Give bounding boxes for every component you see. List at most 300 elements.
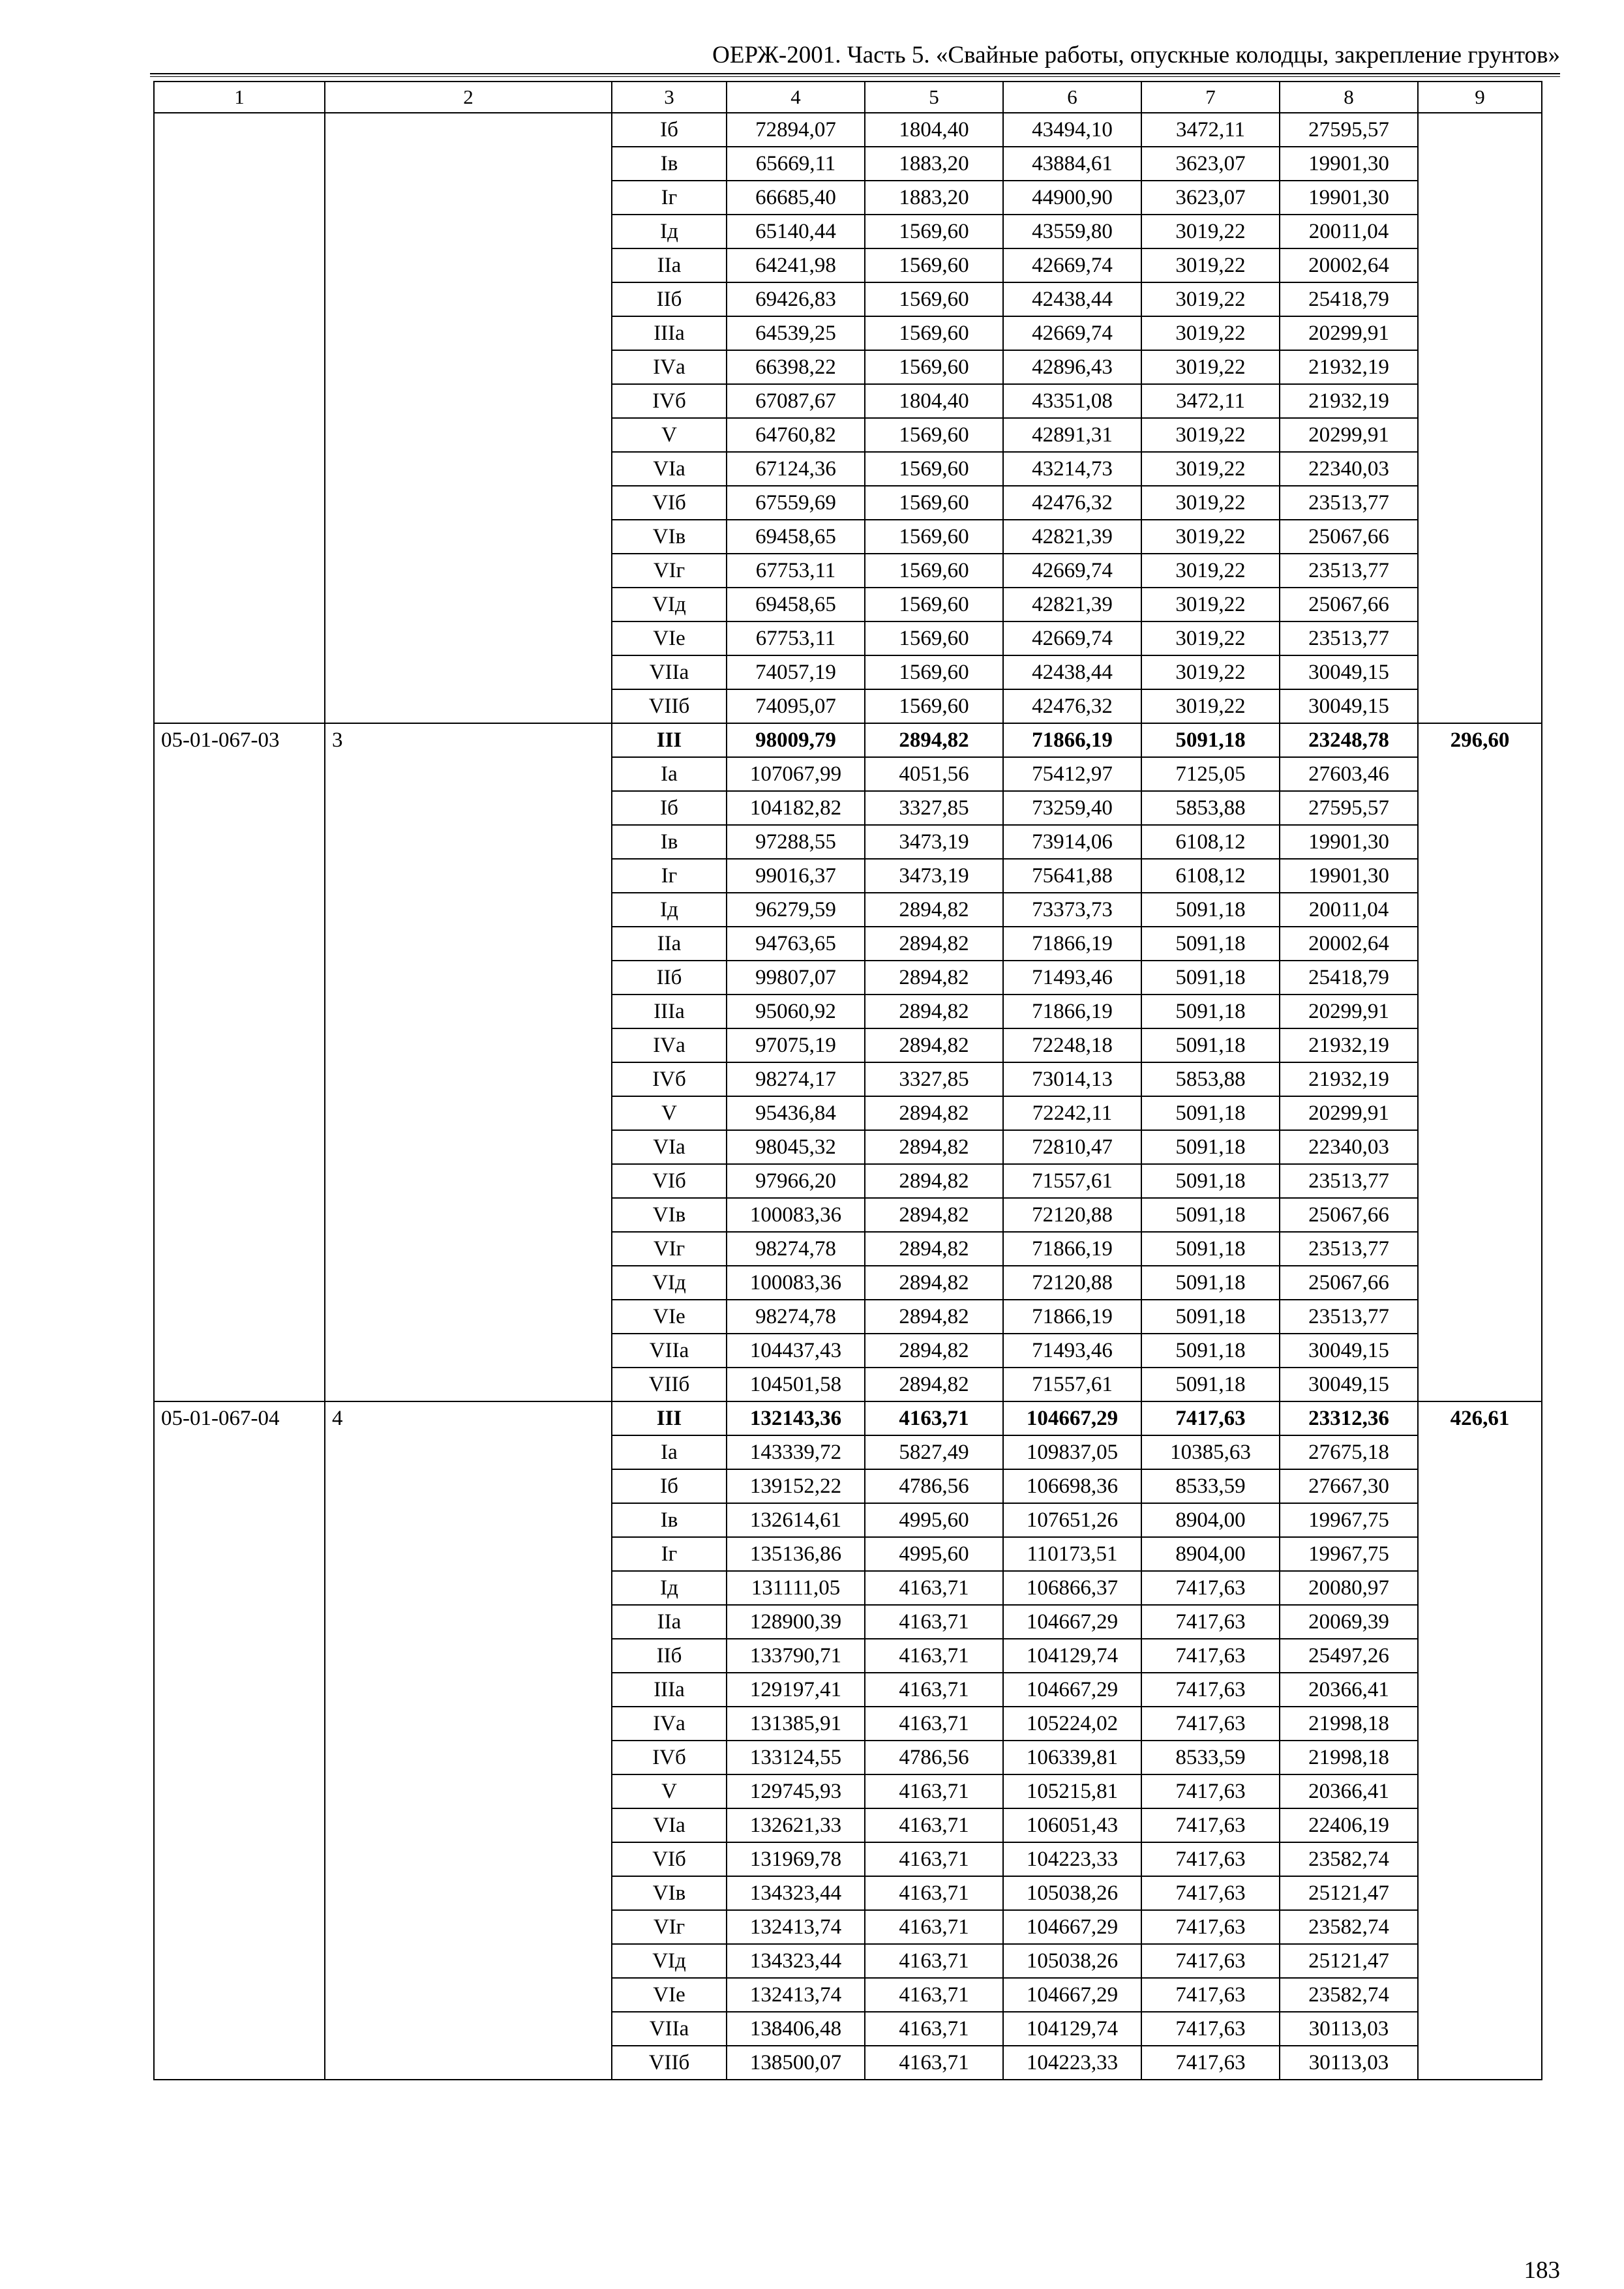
cell-zone: IVб	[612, 1741, 727, 1774]
cell-zone: IIIа	[612, 995, 727, 1028]
cell-total: 129197,41	[727, 1673, 865, 1707]
cell-machines: 105038,26	[1003, 1876, 1141, 1910]
cell-materials: 20299,91	[1280, 1096, 1418, 1130]
cell-zone: VIа	[612, 1130, 727, 1164]
cell-driver-wages: 3623,07	[1141, 147, 1280, 181]
cell-zone: VIг	[612, 1910, 727, 1944]
cell-materials: 23248,78	[1280, 723, 1418, 757]
cell-materials: 22406,19	[1280, 1808, 1418, 1842]
cell-driver-wages: 5091,18	[1141, 1334, 1280, 1368]
cell-driver-wages: 5853,88	[1141, 1062, 1280, 1096]
cell-total: 139152,22	[727, 1469, 865, 1503]
cell-index: 426,61	[1418, 1401, 1542, 2080]
cell-machines: 71493,46	[1003, 1334, 1141, 1368]
cell-wages: 2894,82	[865, 1232, 1003, 1266]
cell-total: 67753,11	[727, 621, 865, 655]
cell-total: 95060,92	[727, 995, 865, 1028]
cell-materials: 21998,18	[1280, 1707, 1418, 1741]
cell-wages: 1569,60	[865, 621, 1003, 655]
cell-machines: 109837,05	[1003, 1435, 1141, 1469]
cell-materials: 25418,79	[1280, 961, 1418, 995]
cell-driver-wages: 5091,18	[1141, 1096, 1280, 1130]
cell-driver-wages: 3019,22	[1141, 621, 1280, 655]
table-row	[154, 1401, 1542, 1435]
cell-wages: 4163,71	[865, 1944, 1003, 1978]
cell-zone: Iб	[612, 1469, 727, 1503]
cell-materials: 20011,04	[1280, 215, 1418, 248]
cell-machines: 42891,31	[1003, 418, 1141, 452]
cell-zone: Iг	[612, 859, 727, 893]
cell-machines: 42438,44	[1003, 655, 1141, 689]
cell-wages: 1569,60	[865, 655, 1003, 689]
cell-machines: 71866,19	[1003, 1300, 1141, 1334]
cell-driver-wages: 10385,63	[1141, 1435, 1280, 1469]
cell-wages: 1569,60	[865, 418, 1003, 452]
cell-wages: 3327,85	[865, 791, 1003, 825]
cell-machines: 107651,26	[1003, 1503, 1141, 1537]
cell-total: 132621,33	[727, 1808, 865, 1842]
cell-zone: IIб	[612, 1639, 727, 1673]
cell-wages: 2894,82	[865, 723, 1003, 757]
cell-driver-wages: 8904,00	[1141, 1503, 1280, 1537]
cell-driver-wages: 7417,63	[1141, 1639, 1280, 1673]
cell-machines: 72120,88	[1003, 1266, 1141, 1300]
cell-materials: 21998,18	[1280, 1741, 1418, 1774]
column-header: 4	[727, 82, 865, 113]
cell-total: 99016,37	[727, 859, 865, 893]
cell-number: 4	[325, 1401, 612, 2080]
cell-driver-wages: 3019,22	[1141, 418, 1280, 452]
cell-zone: Iв	[612, 825, 727, 859]
cell-wages: 1569,60	[865, 486, 1003, 520]
cell-wages: 4786,56	[865, 1741, 1003, 1774]
cell-total: 64241,98	[727, 248, 865, 282]
cell-materials: 20080,97	[1280, 1571, 1418, 1605]
cell-zone: VIб	[612, 486, 727, 520]
cell-materials: 21932,19	[1280, 384, 1418, 418]
cell-driver-wages: 3019,22	[1141, 655, 1280, 689]
cell-machines: 104667,29	[1003, 1401, 1141, 1435]
cell-total: 64760,82	[727, 418, 865, 452]
cell-wages: 1804,40	[865, 113, 1003, 147]
cell-zone: Iа	[612, 757, 727, 791]
cell-driver-wages: 3019,22	[1141, 452, 1280, 486]
cell-total: 133124,55	[727, 1741, 865, 1774]
cell-materials: 23513,77	[1280, 1300, 1418, 1334]
cell-total: 128900,39	[727, 1605, 865, 1639]
cell-machines: 42476,32	[1003, 689, 1141, 723]
cell-materials: 23513,77	[1280, 621, 1418, 655]
cell-driver-wages: 3019,22	[1141, 215, 1280, 248]
cell-driver-wages: 7417,63	[1141, 1808, 1280, 1842]
cell-driver-wages: 5091,18	[1141, 1164, 1280, 1198]
cell-materials: 20299,91	[1280, 418, 1418, 452]
cell-driver-wages: 7417,63	[1141, 1673, 1280, 1707]
cell-total: 97288,55	[727, 825, 865, 859]
cell-materials: 23582,74	[1280, 1842, 1418, 1876]
cell-materials: 27667,30	[1280, 1469, 1418, 1503]
cell-driver-wages: 5091,18	[1141, 927, 1280, 961]
header-rule	[150, 73, 1560, 74]
cell-driver-wages: 3019,22	[1141, 689, 1280, 723]
cell-driver-wages: 3472,11	[1141, 384, 1280, 418]
cell-wages: 4163,71	[865, 1842, 1003, 1876]
cell-wages: 1569,60	[865, 520, 1003, 554]
cell-machines: 104223,33	[1003, 1842, 1141, 1876]
cell-total: 67087,67	[727, 384, 865, 418]
cell-total: 66398,22	[727, 350, 865, 384]
cell-driver-wages: 6108,12	[1141, 859, 1280, 893]
cell-total: 74095,07	[727, 689, 865, 723]
cell-machines: 110173,51	[1003, 1537, 1141, 1571]
cell-zone: VIб	[612, 1842, 727, 1876]
cell-zone: IVа	[612, 1707, 727, 1741]
cell-wages: 5827,49	[865, 1435, 1003, 1469]
cell-total: 95436,84	[727, 1096, 865, 1130]
cell-driver-wages: 5091,18	[1141, 1130, 1280, 1164]
cell-zone: VIв	[612, 1198, 727, 1232]
cell-number	[325, 113, 612, 723]
cell-wages: 4163,71	[865, 1774, 1003, 1808]
cell-wages: 4995,60	[865, 1503, 1003, 1537]
cell-zone: VIг	[612, 1232, 727, 1266]
cell-machines: 43214,73	[1003, 452, 1141, 486]
cell-wages: 1569,60	[865, 689, 1003, 723]
cell-machines: 42821,39	[1003, 588, 1141, 621]
cell-wages: 4163,71	[865, 2012, 1003, 2046]
page-number: 183	[1524, 2257, 1560, 2284]
cell-driver-wages: 3019,22	[1141, 282, 1280, 316]
cell-zone: V	[612, 418, 727, 452]
cell-machines: 106339,81	[1003, 1741, 1141, 1774]
cell-machines: 42821,39	[1003, 520, 1141, 554]
cell-total: 96279,59	[727, 893, 865, 927]
cell-machines: 71866,19	[1003, 723, 1141, 757]
cell-total: 132614,61	[727, 1503, 865, 1537]
cell-zone: VIIб	[612, 689, 727, 723]
cell-total: 133790,71	[727, 1639, 865, 1673]
cell-code: 05-01-067-03	[154, 723, 325, 1401]
cell-zone: IIа	[612, 248, 727, 282]
cell-driver-wages: 3019,22	[1141, 554, 1280, 588]
cell-total: 134323,44	[727, 1876, 865, 1910]
cell-machines: 72248,18	[1003, 1028, 1141, 1062]
cell-machines: 42896,43	[1003, 350, 1141, 384]
cell-driver-wages: 3019,22	[1141, 248, 1280, 282]
cell-total: 100083,36	[727, 1198, 865, 1232]
cell-machines: 73014,13	[1003, 1062, 1141, 1096]
cell-driver-wages: 5853,88	[1141, 791, 1280, 825]
cell-driver-wages: 7417,63	[1141, 1707, 1280, 1741]
cell-total: 104501,58	[727, 1368, 865, 1401]
cell-zone: VIIа	[612, 2012, 727, 2046]
cell-total: 107067,99	[727, 757, 865, 791]
cell-wages: 1883,20	[865, 181, 1003, 215]
cell-total: 74057,19	[727, 655, 865, 689]
cell-zone: VIб	[612, 1164, 727, 1198]
cell-driver-wages: 7417,63	[1141, 1401, 1280, 1435]
cell-total: 104182,82	[727, 791, 865, 825]
cell-driver-wages: 5091,18	[1141, 1028, 1280, 1062]
cell-zone: IVб	[612, 1062, 727, 1096]
cell-wages: 1569,60	[865, 282, 1003, 316]
cell-total: 131969,78	[727, 1842, 865, 1876]
cell-machines: 71493,46	[1003, 961, 1141, 995]
cell-total: 67124,36	[727, 452, 865, 486]
cell-total: 94763,65	[727, 927, 865, 961]
cell-driver-wages: 5091,18	[1141, 1198, 1280, 1232]
cell-total: 131111,05	[727, 1571, 865, 1605]
cell-zone: VIв	[612, 520, 727, 554]
cell-wages: 2894,82	[865, 927, 1003, 961]
cell-total: 65140,44	[727, 215, 865, 248]
cell-driver-wages: 3019,22	[1141, 486, 1280, 520]
cell-driver-wages: 5091,18	[1141, 995, 1280, 1028]
cell-wages: 4995,60	[865, 1537, 1003, 1571]
cell-zone: Iд	[612, 1571, 727, 1605]
cell-wages: 2894,82	[865, 1266, 1003, 1300]
cell-zone: VIе	[612, 621, 727, 655]
cell-driver-wages: 8533,59	[1141, 1741, 1280, 1774]
cell-wages: 4163,71	[865, 1639, 1003, 1673]
cell-machines: 106051,43	[1003, 1808, 1141, 1842]
cell-zone: IIа	[612, 927, 727, 961]
cell-driver-wages: 7417,63	[1141, 2046, 1280, 2080]
cell-wages: 1569,60	[865, 350, 1003, 384]
cell-materials: 20299,91	[1280, 316, 1418, 350]
cell-total: 69458,65	[727, 588, 865, 621]
cell-zone: VIIа	[612, 1334, 727, 1368]
cell-wages: 3327,85	[865, 1062, 1003, 1096]
cell-materials: 23513,77	[1280, 486, 1418, 520]
cell-machines: 73373,73	[1003, 893, 1141, 927]
cell-wages: 2894,82	[865, 1130, 1003, 1164]
cell-wages: 2894,82	[865, 1164, 1003, 1198]
cell-materials: 30049,15	[1280, 1334, 1418, 1368]
cell-index	[1418, 113, 1542, 723]
cell-materials: 25497,26	[1280, 1639, 1418, 1673]
cell-machines: 71557,61	[1003, 1164, 1141, 1198]
cell-wages: 2894,82	[865, 995, 1003, 1028]
cell-driver-wages: 7417,63	[1141, 1876, 1280, 1910]
cell-zone: VIа	[612, 1808, 727, 1842]
cell-total: 97966,20	[727, 1164, 865, 1198]
cell-materials: 19967,75	[1280, 1503, 1418, 1537]
column-header: 2	[325, 82, 612, 113]
cell-zone: VIа	[612, 452, 727, 486]
cell-machines: 42476,32	[1003, 486, 1141, 520]
cell-driver-wages: 3019,22	[1141, 350, 1280, 384]
cell-machines: 71557,61	[1003, 1368, 1141, 1401]
cell-total: 98274,17	[727, 1062, 865, 1096]
cell-materials: 27603,46	[1280, 757, 1418, 791]
cell-materials: 25067,66	[1280, 588, 1418, 621]
cell-driver-wages: 7417,63	[1141, 1944, 1280, 1978]
cell-total: 100083,36	[727, 1266, 865, 1300]
cell-driver-wages: 5091,18	[1141, 1266, 1280, 1300]
column-header: 9	[1418, 82, 1542, 113]
column-header: 6	[1003, 82, 1141, 113]
header-rule-thin	[150, 76, 1560, 77]
cell-machines: 71866,19	[1003, 995, 1141, 1028]
cell-materials: 27595,57	[1280, 791, 1418, 825]
cell-materials: 27595,57	[1280, 113, 1418, 147]
cell-machines: 71866,19	[1003, 927, 1141, 961]
cell-wages: 4163,71	[865, 1808, 1003, 1842]
cell-driver-wages: 7417,63	[1141, 2012, 1280, 2046]
cell-machines: 43351,08	[1003, 384, 1141, 418]
cell-materials: 25067,66	[1280, 1266, 1418, 1300]
cell-wages: 2894,82	[865, 1096, 1003, 1130]
cell-wages: 2894,82	[865, 1198, 1003, 1232]
cell-index: 296,60	[1418, 723, 1542, 1401]
cell-zone: IIIа	[612, 1673, 727, 1707]
cell-wages: 4163,71	[865, 1707, 1003, 1741]
cell-machines: 42669,74	[1003, 554, 1141, 588]
cell-materials: 20299,91	[1280, 995, 1418, 1028]
column-header: 7	[1141, 82, 1280, 113]
cell-machines: 104667,29	[1003, 1605, 1141, 1639]
cell-wages: 1569,60	[865, 248, 1003, 282]
cell-wages: 1569,60	[865, 452, 1003, 486]
cell-machines: 104223,33	[1003, 2046, 1141, 2080]
cell-machines: 104667,29	[1003, 1978, 1141, 2012]
cell-zone: VIIа	[612, 655, 727, 689]
cell-materials: 22340,03	[1280, 1130, 1418, 1164]
cell-zone: Iд	[612, 215, 727, 248]
cell-driver-wages: 7417,63	[1141, 1842, 1280, 1876]
cell-materials: 30049,15	[1280, 1368, 1418, 1401]
cell-wages: 1569,60	[865, 316, 1003, 350]
cell-total: 98274,78	[727, 1232, 865, 1266]
cell-total: 135136,86	[727, 1537, 865, 1571]
cell-materials: 25121,47	[1280, 1944, 1418, 1978]
cell-driver-wages: 7417,63	[1141, 1571, 1280, 1605]
cell-machines: 42669,74	[1003, 621, 1141, 655]
cell-zone: IIб	[612, 961, 727, 995]
cell-total: 132413,74	[727, 1978, 865, 2012]
cell-driver-wages: 3472,11	[1141, 113, 1280, 147]
cell-machines: 73914,06	[1003, 825, 1141, 859]
cell-total: 129745,93	[727, 1774, 865, 1808]
cell-materials: 20002,64	[1280, 248, 1418, 282]
cell-wages: 4786,56	[865, 1469, 1003, 1503]
cell-zone: III	[612, 723, 727, 757]
cell-wages: 2894,82	[865, 1300, 1003, 1334]
cell-zone: VIIб	[612, 1368, 727, 1401]
cell-driver-wages: 5091,18	[1141, 961, 1280, 995]
cell-wages: 2894,82	[865, 893, 1003, 927]
cell-zone: Iб	[612, 791, 727, 825]
cell-zone: Iг	[612, 181, 727, 215]
cell-driver-wages: 7417,63	[1141, 1978, 1280, 2012]
cell-wages: 2894,82	[865, 1028, 1003, 1062]
cell-machines: 104667,29	[1003, 1910, 1141, 1944]
cell-total: 69458,65	[727, 520, 865, 554]
cell-driver-wages: 6108,12	[1141, 825, 1280, 859]
cell-materials: 20002,64	[1280, 927, 1418, 961]
cell-zone: VIд	[612, 588, 727, 621]
cell-machines: 43494,10	[1003, 113, 1141, 147]
cell-driver-wages: 5091,18	[1141, 723, 1280, 757]
cell-materials: 23582,74	[1280, 1978, 1418, 2012]
cell-total: 134323,44	[727, 1944, 865, 1978]
cell-materials: 25067,66	[1280, 1198, 1418, 1232]
cell-materials: 30113,03	[1280, 2046, 1418, 2080]
cell-machines: 42669,74	[1003, 316, 1141, 350]
cell-zone: Iд	[612, 893, 727, 927]
cell-driver-wages: 5091,18	[1141, 1232, 1280, 1266]
cell-driver-wages: 5091,18	[1141, 1300, 1280, 1334]
cell-wages: 3473,19	[865, 825, 1003, 859]
cell-machines: 44900,90	[1003, 181, 1141, 215]
cell-total: 65669,11	[727, 147, 865, 181]
cell-machines: 106866,37	[1003, 1571, 1141, 1605]
cell-zone: V	[612, 1096, 727, 1130]
column-header: 3	[612, 82, 727, 113]
cell-materials: 23312,36	[1280, 1401, 1418, 1435]
cell-machines: 75641,88	[1003, 859, 1141, 893]
cell-machines: 105224,02	[1003, 1707, 1141, 1741]
cell-materials: 19901,30	[1280, 859, 1418, 893]
cell-total: 64539,25	[727, 316, 865, 350]
cell-total: 97075,19	[727, 1028, 865, 1062]
cell-driver-wages: 8533,59	[1141, 1469, 1280, 1503]
cell-materials: 25121,47	[1280, 1876, 1418, 1910]
cell-total: 138406,48	[727, 2012, 865, 2046]
cell-machines: 42438,44	[1003, 282, 1141, 316]
cell-total: 132413,74	[727, 1910, 865, 1944]
cell-machines: 73259,40	[1003, 791, 1141, 825]
cell-total: 99807,07	[727, 961, 865, 995]
cell-machines: 71866,19	[1003, 1232, 1141, 1266]
cell-zone: IIа	[612, 1605, 727, 1639]
column-number-row	[154, 82, 1542, 113]
cell-driver-wages: 8904,00	[1141, 1537, 1280, 1571]
cell-machines: 75412,97	[1003, 757, 1141, 791]
cell-zone: VIв	[612, 1876, 727, 1910]
cell-materials: 21932,19	[1280, 1062, 1418, 1096]
cell-zone: Iв	[612, 147, 727, 181]
cell-zone: Iг	[612, 1537, 727, 1571]
cell-wages: 2894,82	[865, 1334, 1003, 1368]
cell-driver-wages: 7125,05	[1141, 757, 1280, 791]
cell-materials: 19901,30	[1280, 825, 1418, 859]
cell-wages: 1569,60	[865, 588, 1003, 621]
cell-wages: 4163,71	[865, 1673, 1003, 1707]
column-header: 5	[865, 82, 1003, 113]
cell-zone: Iв	[612, 1503, 727, 1537]
cell-wages: 4163,71	[865, 1605, 1003, 1639]
cell-zone: III	[612, 1401, 727, 1435]
cell-wages: 1804,40	[865, 384, 1003, 418]
cell-materials: 19901,30	[1280, 147, 1418, 181]
cell-wages: 4163,71	[865, 1910, 1003, 1944]
cell-machines: 43884,61	[1003, 147, 1141, 181]
cell-driver-wages: 7417,63	[1141, 1605, 1280, 1639]
cell-machines: 105215,81	[1003, 1774, 1141, 1808]
cell-machines: 104667,29	[1003, 1673, 1141, 1707]
cell-materials: 20366,41	[1280, 1673, 1418, 1707]
cell-wages: 4051,56	[865, 757, 1003, 791]
cell-machines: 72810,47	[1003, 1130, 1141, 1164]
cell-zone: Iб	[612, 113, 727, 147]
cell-wages: 4163,71	[865, 1876, 1003, 1910]
cell-zone: IVа	[612, 1028, 727, 1062]
cell-machines: 104129,74	[1003, 2012, 1141, 2046]
cell-zone: IVа	[612, 350, 727, 384]
cell-driver-wages: 3019,22	[1141, 520, 1280, 554]
